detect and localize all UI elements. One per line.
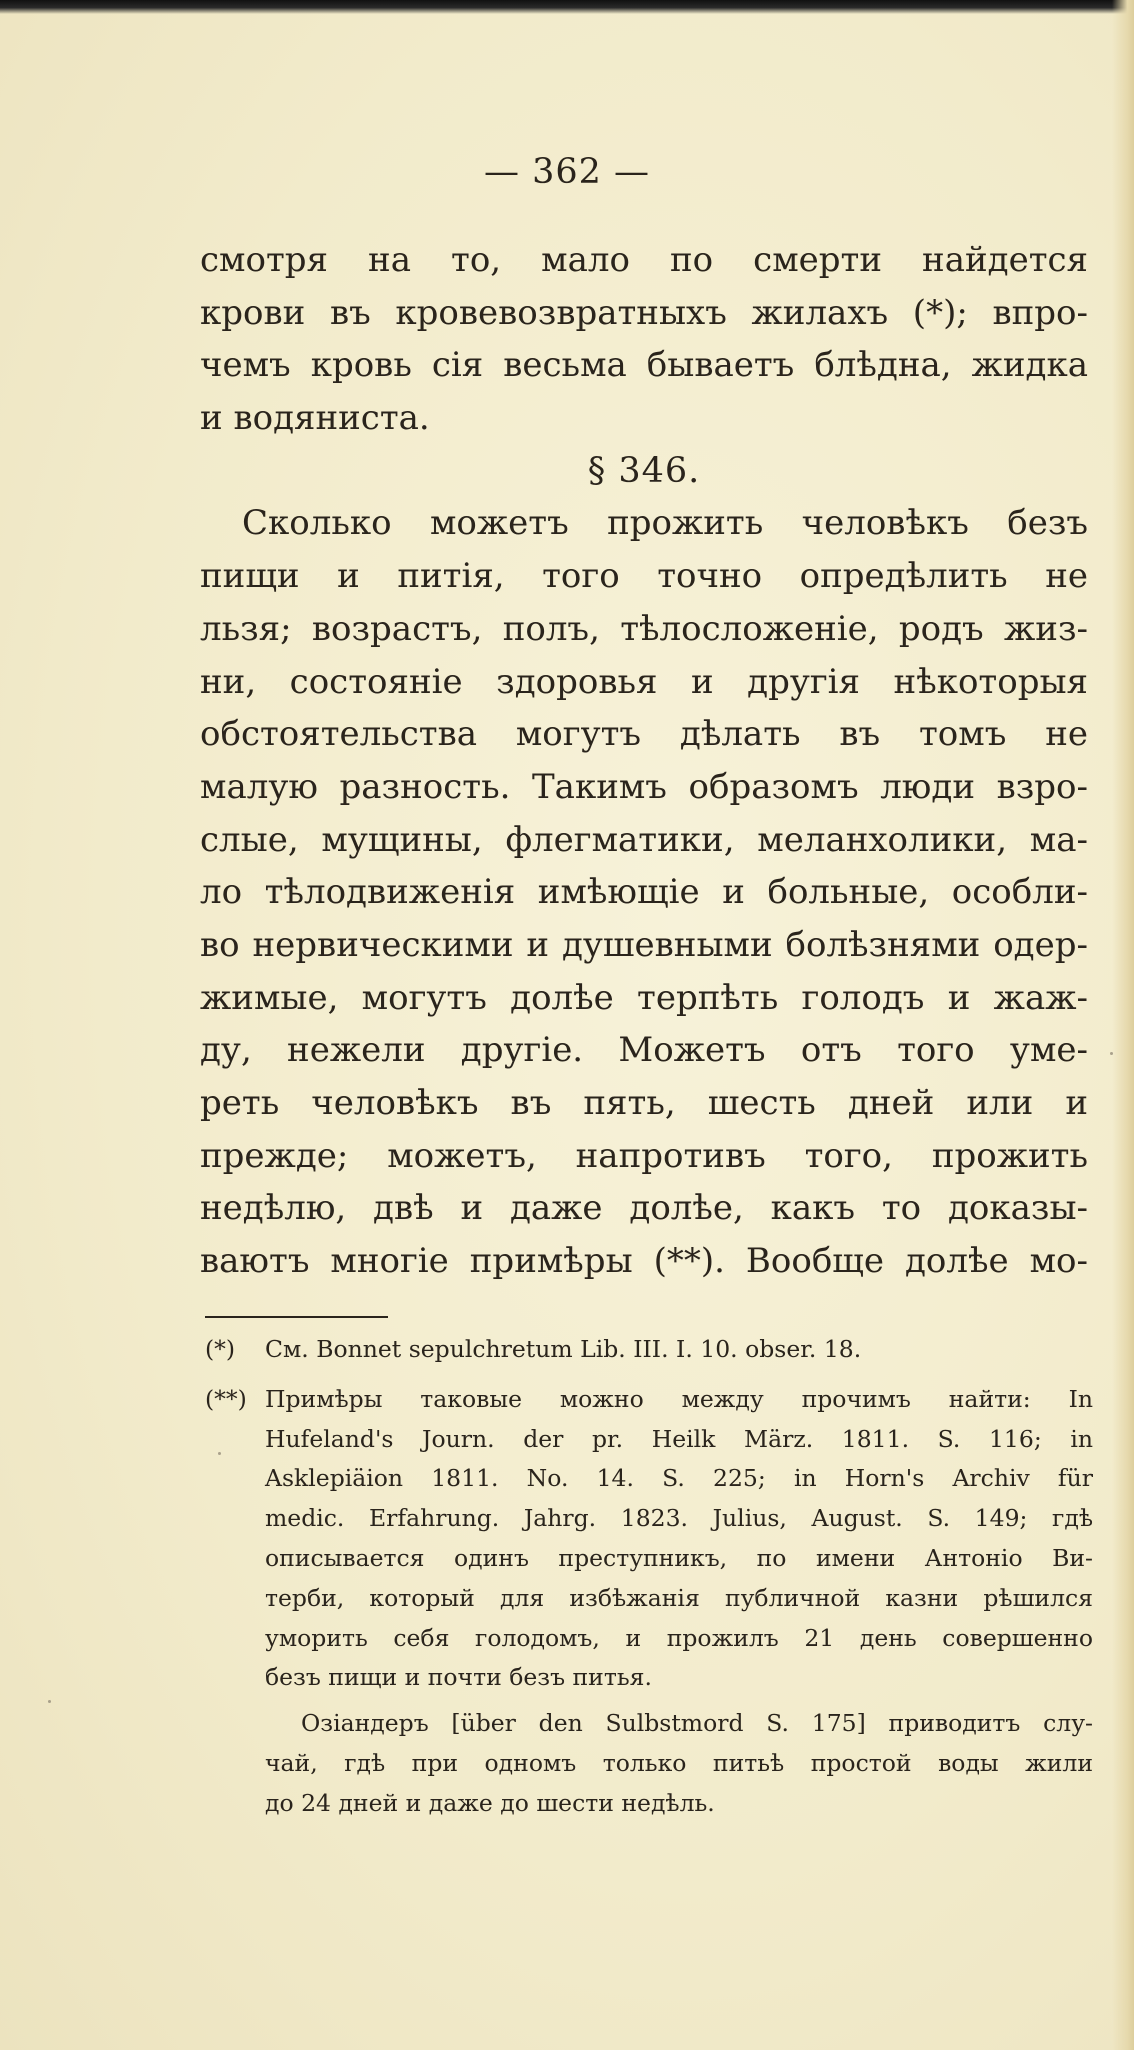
text-line: обстоятельства могутъ дѣлать въ томъ не <box>200 714 1088 755</box>
text-line: ни, состояніе здоровья и другія нѣкоторыя <box>200 661 1088 702</box>
footnote-body <box>265 1380 1093 1698</box>
text-line: льзя; возрастъ, полъ, тѣлосложеніе, родъ жиз- <box>200 608 1088 649</box>
footnote-line: терби, который для избѣжанія публичной казни рѣшился <box>265 1583 1093 1612</box>
text-line: чемъ кровь сія весьма бываетъ блѣдна, жидка <box>200 345 1088 386</box>
footnote <box>205 1380 1093 1698</box>
paper-speck <box>1110 1052 1113 1055</box>
footnote-body <box>265 1330 1093 1370</box>
footnote-line: Asklepiäion 1811. No. 14. S. 225; in Horn's Archiv für <box>265 1464 1093 1493</box>
footnote-marker: (**) <box>205 1384 247 1413</box>
footnote-line: Hufeland's Journ. der pr. Heilk März. 1811. S. 116; in <box>265 1424 1093 1453</box>
footnote-line: чай, гдѣ при одномъ только питьѣ простой воды жили <box>265 1748 1093 1777</box>
section-heading: § 346. <box>587 450 701 491</box>
text-line: недѣлю, двѣ и даже долѣе, какъ то доказы- <box>200 1188 1088 1229</box>
text-line: слые, мущины, флегматики, меланхолики, ма- <box>200 819 1088 860</box>
scan-top-edge <box>0 0 1134 14</box>
footnote-line: уморить себя голодомъ, и прожилъ 21 день совершенно <box>265 1623 1093 1652</box>
text-line: малую разность. Такимъ образомъ люди взро- <box>200 766 1088 807</box>
text-line: во нервическими и душевными болѣзнями одер- <box>200 924 1088 965</box>
footnote <box>205 1330 1093 1370</box>
footnote-line: Озіандеръ [über den Sulbstmord S. 175] приводитъ слу- <box>301 1709 1093 1738</box>
text-line: крови въ кровевозвратныхъ жилахъ (*); впро- <box>200 292 1088 333</box>
text-line: смотря на то, мало по смерти найдется <box>200 240 1088 280</box>
text-line: ваютъ многіе примѣры (**). Вообще долѣе мо- <box>200 1241 1088 1282</box>
footnote-line: безъ пищи и почти безъ питья. <box>265 1663 652 1692</box>
page-right-edge <box>1112 0 1134 2050</box>
footnotes <box>205 1330 1093 1824</box>
page-number: — 362 — <box>483 152 651 192</box>
footnote-separator <box>205 1316 388 1318</box>
text-line: Сколько можетъ прожить человѣкъ безъ <box>242 503 1088 544</box>
text-line: пищи и питія, того точно опредѣлить не <box>200 556 1088 597</box>
main-text <box>200 234 1088 1288</box>
text-line: и водянистa. <box>200 398 430 439</box>
footnote-line: до 24 дней и даже до шести недѣль. <box>265 1788 715 1817</box>
paper-speck <box>48 1700 51 1703</box>
footnote-line: medic. Erfahrung. Jahrg. 1823. Julius, August. S. 149; гдѣ <box>265 1504 1093 1533</box>
text-line: реть человѣкъ въ пять, шесть дней или и <box>200 1083 1088 1123</box>
paper-speck <box>218 1452 221 1455</box>
footnote-line: описывается одинъ преступникъ, по имени Антоніо Ви- <box>265 1543 1093 1572</box>
footnote-line: См. Bonnet sepulchretum Lib. III. I. 10. obser. 18. <box>265 1335 862 1363</box>
text-line: жимые, могутъ долѣе терпѣть голодъ и жаж- <box>200 977 1088 1018</box>
footnote-continuation <box>265 1704 1093 1823</box>
footnote-marker: (*) <box>205 1335 236 1363</box>
text-line: ло тѣлодвиженія имѣющіе и больные, особли- <box>200 872 1088 913</box>
text-line: прежде; можетъ, напротивъ того, прожить <box>200 1135 1088 1176</box>
footnote-line: Примѣры таковые можно между прочимъ найти: In <box>265 1384 1093 1413</box>
text-line: ду, нежели другіе. Можетъ отъ того уме- <box>200 1030 1088 1071</box>
